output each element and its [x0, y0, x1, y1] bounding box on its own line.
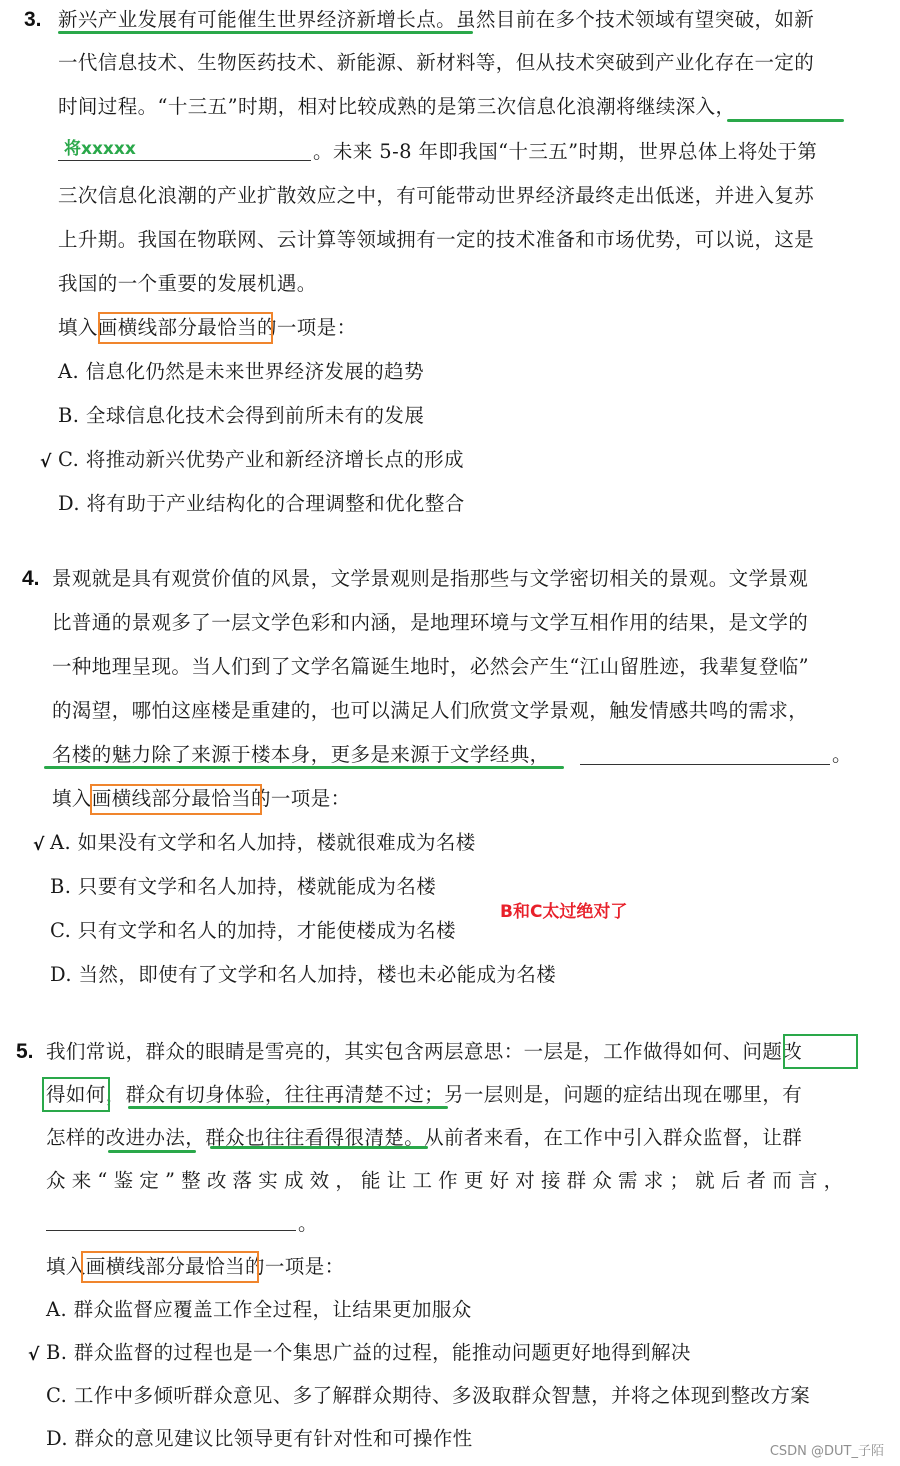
option-c: C. 只有文学和名人的加持，才能使楼成为名楼: [50, 919, 456, 942]
question-text-line: 名楼的魅力除了来源于楼本身，更多是来源于文学经典，: [52, 743, 550, 766]
question-text-line: 一代信息技术、生物医药技术、新能源、新材料等，但从技术突破到产业化存在一定的: [58, 51, 815, 74]
question-number: 3.: [24, 8, 42, 31]
question-text-line: 的渴望，哪怕这座楼是重建的，也可以满足人们欣赏文学景观，触发情感共鸣的需求，: [52, 699, 809, 722]
question-text-line: 众来“鉴定”整改落实成效，能让工作更好对接群众需求；就后者而言，: [46, 1169, 850, 1192]
option-a: A. 群众监督应覆盖工作全过程，让结果更加服众: [46, 1298, 472, 1321]
option-b: B. 群众监督的过程也是一个集思广益的过程，能推动问题更好地得到解决: [46, 1341, 691, 1364]
orange-highlight-box: [90, 784, 262, 815]
green-underline: [128, 1106, 448, 1109]
question-text-line: 。: [832, 743, 852, 766]
orange-highlight-box: [98, 312, 273, 344]
option-a: A. 如果没有文学和名人加持，楼就很难成为名楼: [50, 831, 476, 854]
question-text-line: 怎样的改进办法，群众也往往看得很清楚。从前者来看，在工作中引入群众监督，让群: [46, 1126, 803, 1149]
question-prompt: 填入画横线部分最恰当的一项是：: [46, 1255, 345, 1278]
question-text-line: 得如何，群众有切身体验，往往再清楚不过；另一层则是，问题的症结出现在哪里，有: [46, 1083, 803, 1106]
green-underline: [210, 1146, 428, 1149]
question-text-line: 一种地理呈现。当人们到了文学名篇诞生地时，必然会产生“江山留胜迹，我辈复登临”: [52, 655, 810, 678]
red-annotation: B和C太过绝对了: [500, 902, 628, 922]
answer-blank: [58, 160, 311, 161]
option-b: B. 全球信息化技术会得到前所未有的发展: [58, 404, 425, 427]
question-text-line: 新兴产业发展有可能催生世界经济新增长点。虽然目前在多个技术领域有望突破，如新: [58, 8, 815, 31]
green-highlight-box: [783, 1034, 858, 1069]
question-prompt: 填入画横线部分最恰当的一项是：: [58, 316, 357, 339]
question-text-line: 上升期。我国在物联网、云计算等领域拥有一定的技术准备和市场优势，可以说，这是: [58, 228, 815, 251]
question-text-line: 。: [298, 1212, 318, 1235]
option-b: B. 只要有文学和名人加持，楼就能成为名楼: [50, 875, 437, 898]
question-text-line: 三次信息化浪潮的产业扩散效应之中，有可能带动世界经济最终走出低迷，并进入复苏: [58, 184, 815, 207]
watermark: CSDN @DUT_子陌: [769, 1444, 884, 1459]
orange-highlight-box: [81, 1251, 259, 1283]
question-number: 4.: [22, 567, 40, 590]
green-underline: [108, 1150, 196, 1153]
green-underline: [727, 119, 844, 122]
check-mark-icon: √: [33, 835, 45, 855]
handwritten-note: 将xxxxx: [64, 139, 136, 159]
question-prompt: 填入画横线部分最恰当的一项是：: [52, 787, 351, 810]
check-mark-icon: √: [40, 452, 52, 472]
question-text-line: 时间过程。“十三五”时期，相对比较成熟的是第三次信息化浪潮将继续深入，: [58, 95, 736, 118]
option-d: D. 当然，即使有了文学和名人加持，楼也未必能成为名楼: [50, 963, 557, 986]
question-text-line: 我们常说，群众的眼睛是雪亮的，其实包含两层意思：一层是，工作做得如何、问题改: [46, 1040, 803, 1063]
answer-blank: [580, 764, 830, 765]
green-highlight-box: [42, 1077, 110, 1112]
green-underline: [58, 31, 473, 34]
question-text-line: 景观就是具有观赏价值的风景，文学景观则是指那些与文学密切相关的景观。文学景观: [52, 567, 809, 590]
option-a: A. 信息化仍然是未来世界经济发展的趋势: [58, 360, 424, 383]
question-text-line: 我国的一个重要的发展机遇。: [58, 272, 317, 295]
option-d: D. 群众的意见建议比领导更有针对性和可操作性: [46, 1427, 473, 1450]
question-text-line: 。未来 5-8 年即我国“十三五”时期，世界总体上将处于第: [313, 140, 818, 163]
option-d: D. 将有助于产业结构化的合理调整和优化整合: [58, 492, 465, 515]
option-c: C. 将推动新兴优势产业和新经济增长点的形成: [58, 448, 464, 471]
check-mark-icon: √: [28, 1345, 40, 1365]
answer-blank: [46, 1230, 296, 1231]
question-number: 5.: [16, 1040, 34, 1063]
question-text-line: 比普通的景观多了一层文学色彩和内涵，是地理环境与文学互相作用的结果，是文学的: [52, 611, 809, 634]
option-c: C. 工作中多倾听群众意见、多了解群众期待、多汲取群众智慧，并将之体现到整改方案: [46, 1384, 811, 1407]
green-underline: [44, 766, 564, 769]
